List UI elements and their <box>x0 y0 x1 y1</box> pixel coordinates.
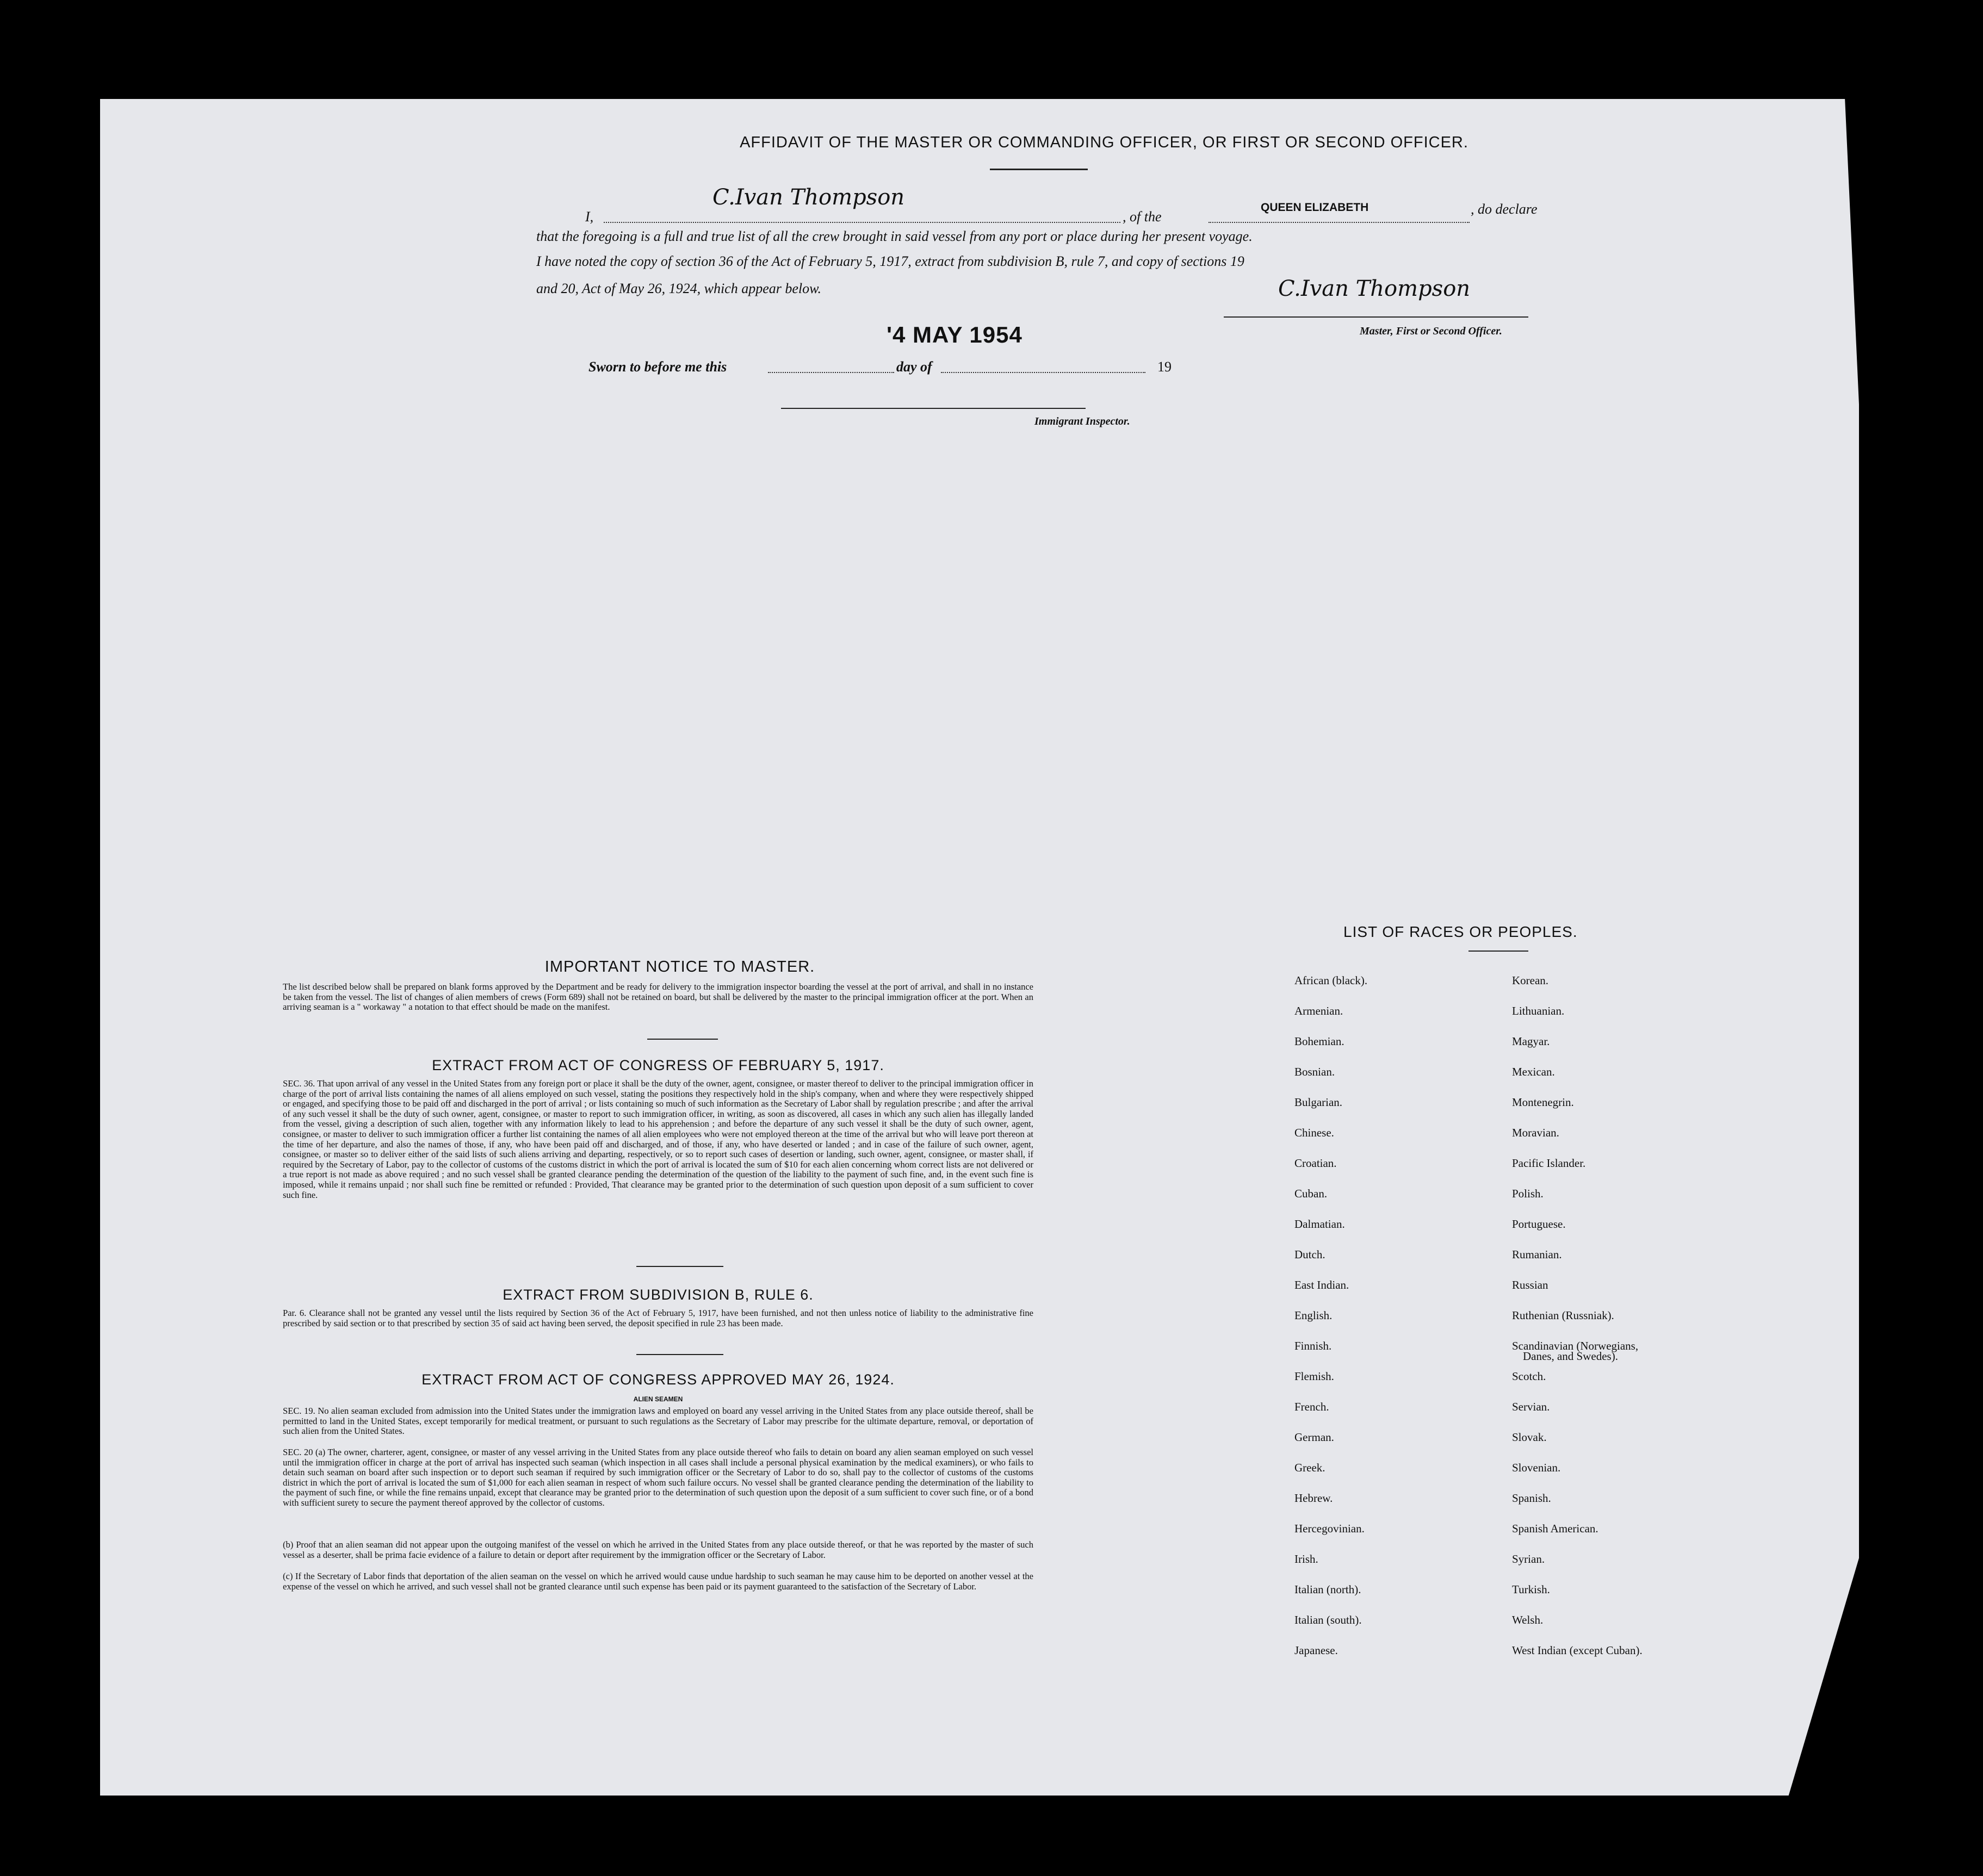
race-item: Flemish. <box>1294 1370 1334 1383</box>
affidavit-title: AFFIDAVIT OF THE MASTER OR COMMANDING OFFICER, OR FIRST OR SECOND OFFICER. <box>740 134 1468 151</box>
race-item: Ruthenian (Russniak). <box>1512 1309 1614 1322</box>
affidavit-line-3: I have noted the copy of section 36 of the Act of February 5, 1917, extract from subdivision B, rule 7, and copy of sections 19 <box>536 253 1244 269</box>
race-item: East Indian. <box>1294 1278 1349 1291</box>
race-item: French. <box>1294 1400 1329 1413</box>
race-item: Lithuanian. <box>1512 1004 1565 1017</box>
master-label: Master, First or Second Officer. <box>1360 325 1502 337</box>
race-item: Slovak. <box>1512 1431 1547 1444</box>
section-20a-text: SEC. 20 (a) The owner, charterer, agent, consignee, or master of any vessel arriving in the United States from any place outside thereof who fails to detain on board any alien seaman employed on such vessel until the immigration officer in charge at the port of arrival has inspected such seaman (which inspection in all cases shall include a personal physical examination by the medical examiners), or who fails to detain such seaman on board after such inspection or to deport such seaman if required by such immigration officer or the Secretary of Labor to do so, shall pay to the collector of customs of the customs district in which the port of arrival is located the sum of $1,000 for each alien seaman in respect of whom such failure occurs. No vessel shall be granted clearance pending the determination of the liability to the payment of such fine, or while the fine remains unpaid, except that clearance may be granted prior to the determination of such question upon the deposit of a sum sufficient to cover such fine, or of a bond with sufficient surety to secure the payment thereof approved by the collector of customs. <box>283 1447 1033 1508</box>
race-item: Armenian. <box>1294 1004 1343 1017</box>
rule-6-title: EXTRACT FROM SUBDIVISION B, RULE 6. <box>503 1287 814 1303</box>
race-item: Scandinavian (Norwegians, <box>1512 1339 1639 1352</box>
divider <box>1468 951 1528 952</box>
extract-1924-title: EXTRACT FROM ACT OF CONGRESS APPROVED MAY 26, 1924. <box>422 1371 895 1388</box>
divider <box>636 1266 723 1267</box>
races-left-column <box>1294 965 1367 1666</box>
punch-hole <box>1907 1601 1931 1625</box>
race-item: Cuban. <box>1294 1187 1328 1200</box>
race-item: Bosnian. <box>1294 1065 1335 1078</box>
race-item: Bohemian. <box>1294 1035 1344 1048</box>
vessel-line <box>1209 222 1470 223</box>
race-item: Servian. <box>1512 1400 1550 1413</box>
race-item: Italian (south). <box>1294 1613 1362 1626</box>
vessel-name: QUEEN ELIZABETH <box>1261 201 1369 214</box>
date-stamp: '4 MAY 1954 <box>887 322 1023 347</box>
divider <box>990 169 1088 170</box>
affidavit-line-4: and 20, Act of May 26, 1924, which appear below. <box>536 281 822 296</box>
race-item: West Indian (except Cuban). <box>1512 1644 1643 1657</box>
race-item: Magyar. <box>1512 1035 1550 1048</box>
sworn-day-line <box>768 372 894 373</box>
race-item: Chinese. <box>1294 1126 1334 1139</box>
race-item: Irish. <box>1294 1552 1318 1566</box>
day-of-text: day of <box>896 359 932 375</box>
section-20b-text: (b) Proof that an alien seaman did not appear upon the outgoing manifest of the vessel on which he arrived in the United States from any place outside thereof, or that he was reported by the master of such vessel as a deserter, shall be prima facie evidence of a failure to detain or deport after requirement by the immigration officer or the Secretary of Labor. <box>283 1539 1033 1560</box>
punch-hole <box>1892 1167 1916 1191</box>
race-item: Pacific Islander. <box>1512 1157 1586 1170</box>
race-item: German. <box>1294 1431 1334 1444</box>
sworn-month-line <box>941 372 1145 373</box>
punch-hole <box>1874 343 1898 366</box>
rule-6-text: Par. 6. Clearance shall not be granted any vessel until the lists required by Section 36 of the Act of February 5, 1917, have been furnished, and not then unless notice of liability to the administrative fine prescribed by said section or to that prescribed by section 35 of said act having been served, the deposit specified in rule 23 has been made. <box>283 1308 1033 1328</box>
extract-1924-subtitle: ALIEN SEAMEN <box>633 1395 683 1403</box>
race-item: Italian (north). <box>1294 1583 1361 1596</box>
race-item: Japanese. <box>1294 1644 1338 1657</box>
race-item: Greek. <box>1294 1461 1325 1474</box>
section-19-text: SEC. 19. No alien seaman excluded from admission into the United States under the immigration laws and employed on board any vessel arriving in the United States from any place outside thereof, shall be permitted to land in the United States, except temporarily for medical treatment, or pursuant to such regulations as the Secretary of Labor may prescribe for the ultimate departure, removal, or deportation of such alien from the United States. <box>283 1406 1033 1437</box>
affidavit-line-2: that the foregoing is a full and true list of all the crew brought in said vessel from any port or place during her present voyage. <box>536 228 1253 244</box>
race-item: Spanish American. <box>1512 1522 1598 1535</box>
race-item: Polish. <box>1512 1187 1544 1200</box>
race-item: Hebrew. <box>1294 1492 1333 1505</box>
races-title: LIST OF RACES OR PEOPLES. <box>1343 923 1578 940</box>
year-prefix: 19 <box>1157 359 1172 375</box>
race-item: Korean. <box>1512 974 1549 987</box>
race-item: English. <box>1294 1309 1333 1322</box>
punch-hole <box>1892 1256 1916 1280</box>
punch-hole <box>1901 1512 1925 1536</box>
race-item: Hercegovinian. <box>1294 1522 1365 1535</box>
race-item: Dalmatian. <box>1294 1217 1345 1231</box>
divider <box>647 1039 718 1040</box>
race-item-continuation: Danes, and Swedes). <box>1523 1350 1618 1363</box>
signature-line <box>1224 316 1528 318</box>
race-item: Turkish. <box>1512 1583 1550 1596</box>
extract-1917-title: EXTRACT FROM ACT OF CONGRESS OF FEBRUARY 5, 1917. <box>432 1057 884 1073</box>
race-item: Spanish. <box>1512 1492 1551 1505</box>
race-item: Dutch. <box>1294 1248 1325 1261</box>
captain-signature: C.Ivan Thompson <box>712 185 905 210</box>
race-item: Rumanian. <box>1512 1248 1562 1261</box>
master-signature: C.Ivan Thompson <box>1278 276 1471 301</box>
race-item: Bulgarian. <box>1294 1096 1343 1109</box>
do-declare-text: , do declare <box>1471 201 1538 217</box>
race-item: Slovenian. <box>1512 1461 1561 1474</box>
name-line <box>604 222 1120 223</box>
affidavit-pronoun: I, <box>585 209 594 225</box>
race-item: Montenegrin. <box>1512 1096 1574 1109</box>
race-item: Welsh. <box>1512 1613 1544 1626</box>
extract-1917-text: SEC. 36. That upon arrival of any vessel in the United States from any foreign port or place it shall be the duty of the owner, agent, consignee, or master thereof to deliver to the principal immigration officer in charge of the port of arrival lists containing the names of all aliens employed on such vessel, stating the positions they respectively hold in the ship's company, when and where they were respectively shipped or engaged, and specifying those to be paid off and discharged in the port of arrival ; or lists containing so much of such information as the Secretary of Labor shall by regulation prescribe ; and after the arrival of any such vessel it shall be the duty of such owner, agent, consignee, or master to report to such immigration officer, in writing, as soon as discovered, all cases in which any such alien has illegally landed from the vessel, giving a description of such alien, together with any information likely to lead to his apprehension ; and before the departure of any such vessel it shall be the duty of such owner, agent, consignee, or master to deliver to such immigration officer a further list containing the names of all alien employees who were not employed thereon at the time of the arrival but who will leave port thereon at the time of her departure, and also the names of those, if any, who have been paid off and discharged, and of those, if any, who have deserted or landed ; and in case of the failure of such owner, agent, consignee, or master so to deliver either of the said lists of such aliens arriving and departing, respectively, or so to report such cases of desertion or landing, such owner, agent, consignee, or master shall, if required by the Secretary of Labor, pay to the collector of customs of the customs district in which the port of arrival is located the sum of $10 for each alien concerning whom correct lists are not delivered or a true report is not made as above required ; and no such vessel shall be granted clearance pending the determination of the question of the liability to the payment of such fine, and, in the event such fine is imposed, while it remains unpaid ; nor shall such fine be remitted or refunded : Provided, That clearance may be granted prior to the determination of such question upon deposit of a sum sufficient to cover such fine. <box>283 1078 1033 1200</box>
race-item: Portuguese. <box>1512 1217 1566 1231</box>
race-item: Russian <box>1512 1278 1548 1291</box>
punch-hole <box>1874 691 1898 715</box>
notice-title: IMPORTANT NOTICE TO MASTER. <box>544 958 815 976</box>
inspector-label: Immigrant Inspector. <box>1034 415 1130 427</box>
race-item: African (black). <box>1294 974 1368 987</box>
of-the-text: , of the <box>1123 209 1162 225</box>
notice-text: The list described below shall be prepared on blank forms approved by the Department and be ready for delivery to the immigration inspector boarding the vessel at the port of arrival, and shall in no instance be taken from the vessel. The list of changes of alien members of crews (Form 689) shall not be retained on board, but shall be delivered by the master to the principal immigration officer at the port. When an arriving seaman is a " workaway " a notation to that effect should be made on the manifest. <box>283 982 1033 1012</box>
races-right-column <box>1512 965 1643 1666</box>
punch-hole <box>1874 604 1898 628</box>
section-20c-text: (c) If the Secretary of Labor finds that deportation of the alien seaman on the vessel on which he arrived would cause undue hardship to such seaman he may cause him to be deported on another vessel at the expense of the vessel on which he arrived, and such vessel shall not be granted clearance until such expense has been paid or its payment guaranteed to the satisfaction of the Secretary of Labor. <box>283 1571 1033 1592</box>
race-item: Finnish. <box>1294 1339 1332 1352</box>
inspector-signature-line <box>781 408 1086 409</box>
race-item: Moravian. <box>1512 1126 1559 1139</box>
race-item: Croatian. <box>1294 1157 1337 1170</box>
sworn-text: Sworn to before me this <box>588 359 727 375</box>
race-item: Mexican. <box>1512 1065 1555 1078</box>
divider <box>636 1354 723 1355</box>
race-item: Scotch. <box>1512 1370 1546 1383</box>
race-item: Syrian. <box>1512 1552 1545 1566</box>
